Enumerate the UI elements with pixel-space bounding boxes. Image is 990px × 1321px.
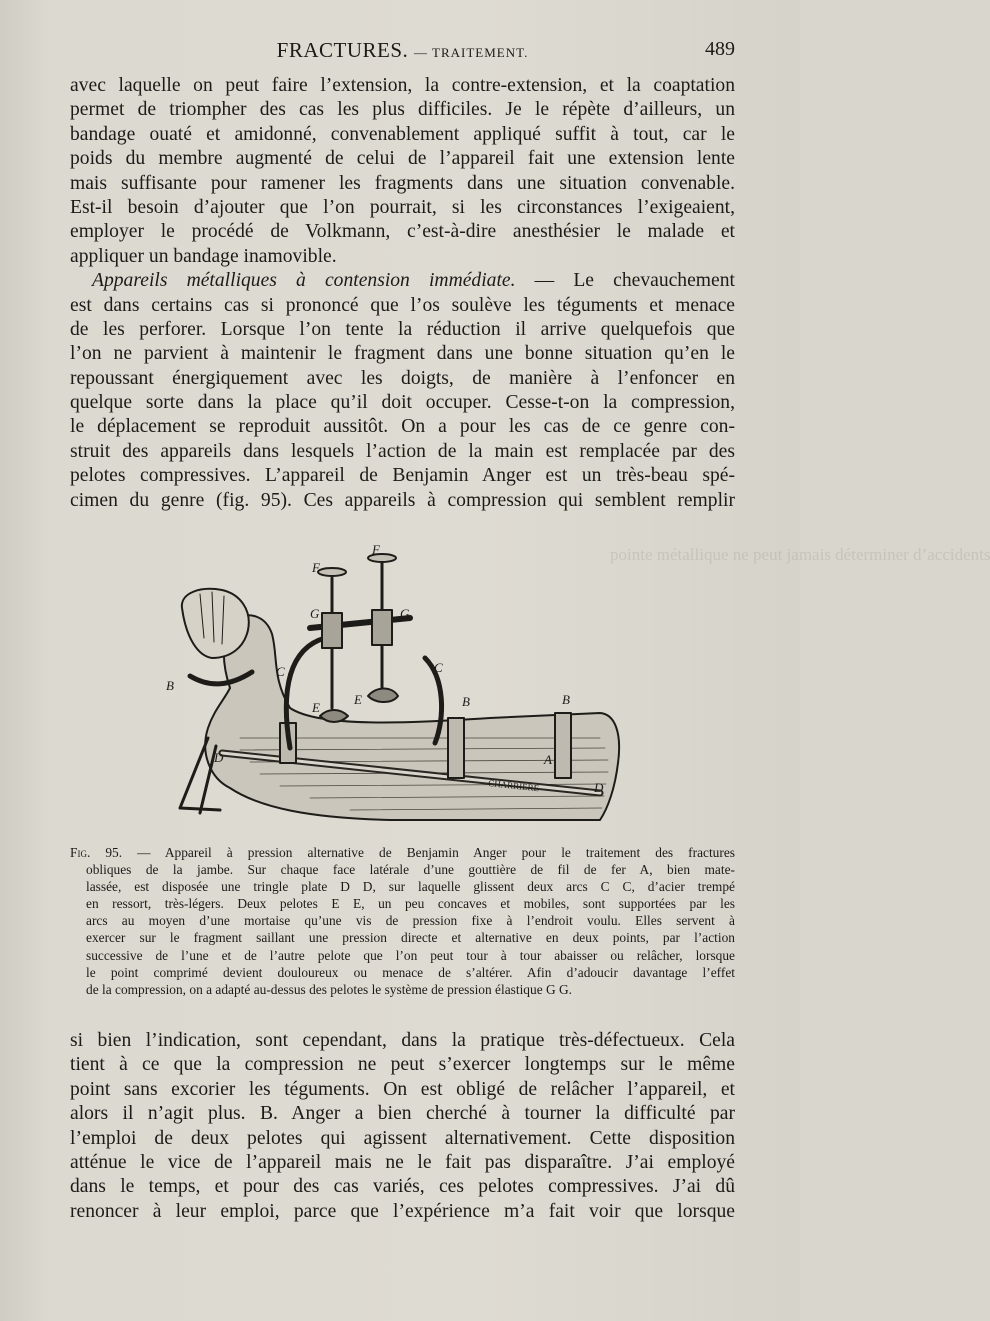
text-line: mais suffisante pour ramener les fragments dans une situation convenable. xyxy=(70,172,735,194)
text-line: repoussant énergiquement avec les doigts, de manière à l’enfoncer en xyxy=(70,367,735,389)
text-line: avec laquelle on peut faire l’extension, la contre-extension, et la coaptation xyxy=(70,75,735,96)
label-b: B xyxy=(462,694,470,709)
spring-g-right xyxy=(372,610,392,645)
figure-label: Fig. 95. xyxy=(70,845,123,860)
label-a: A xyxy=(544,752,552,767)
text-line: renoncer à leur emploi, parce que l’expérience m’a fait voir que lorsque xyxy=(70,1200,735,1222)
text-line: de les perforer. Lorsque l’on tente la réduction il arrive quelquefois que xyxy=(70,318,735,340)
caption-line: arcs au moyen d’une mortaise qu’une vis de pression fixe à l’endroit voulu. Elles servent à xyxy=(86,913,735,929)
caption-line: successive de l’une et de l’autre pelote que l’on peut tour à tour abaisser ou relâcher, lorsque xyxy=(86,947,735,963)
label-d: D xyxy=(594,780,604,795)
leg-strap xyxy=(448,718,464,778)
label-g: G xyxy=(400,606,410,621)
show-through: pointe métallique ne peut jamais déterminer d’accidents xyxy=(610,545,990,564)
text-line: l’emploi de deux pelotes qui agissent alternativement. Cette disposition xyxy=(70,1127,735,1149)
pelote-e-left xyxy=(320,710,348,722)
caption-line: le point comprimé devient douloureux ou menace de s’altérer. Afin d’adoucir davantage l’effet xyxy=(86,964,735,980)
running-title-main: FRACTURES. xyxy=(276,38,409,62)
caption-line: lassée, est disposée une tringle plate D D, sur laquelle glissent deux arcs C C, d’acier trempé xyxy=(86,879,735,895)
text-line: employer le procédé de Volkmann, c’est-à-dire anesthésier le malade et xyxy=(70,221,735,243)
text-line: bandage ouaté et amidonné, convenablement appliqué suffit à tout, car le xyxy=(70,123,735,145)
splint-engraving xyxy=(160,538,650,838)
figure-caption xyxy=(70,844,735,998)
label-d: D xyxy=(214,750,224,765)
text-line: alors il n’agit plus. B. Anger a bien cherché à tourner la difficulté par xyxy=(70,1103,735,1125)
maker-mark: CHARRIERE xyxy=(487,778,540,794)
label-c: C xyxy=(434,660,443,675)
running-title-sub: — TRAITEMENT. xyxy=(414,45,529,60)
pelote-e-right xyxy=(368,689,398,703)
text-line: appliquer un bandage inamovible. xyxy=(70,245,337,267)
caption-line: exercer sur le fragment saillant une pression directe et alternative en deux points, par l’action xyxy=(86,930,735,946)
text-line: cimen du genre (fig. 95). Ces appareils à compression qui semblent remplir xyxy=(70,489,735,511)
text-line: struit des appareils dans lesquels l’action de la main est remplacée par des xyxy=(70,440,735,462)
caption-line: de la compression, on a adapté au-dessus des pelotes le système de pression élastique G G. xyxy=(86,981,573,997)
text-line: dans le temps, et pour des cas variés, ces pelotes compressives. J’ai dû xyxy=(70,1176,735,1198)
text-line: tient à ce que la compression ne peut s’exercer longtemps sur le même xyxy=(70,1054,735,1076)
foot xyxy=(182,589,249,658)
label-b: B xyxy=(562,692,570,707)
label-b: B xyxy=(166,678,174,693)
knob-f-left xyxy=(318,568,346,576)
caption-line: en ressort, très-légers. Deux pelotes E E, un peu concaves et mobiles, sont supportées par les xyxy=(86,896,735,912)
label-e: E xyxy=(354,692,362,707)
spring-g-left xyxy=(322,613,342,648)
label-f: F xyxy=(312,560,320,575)
section-line xyxy=(70,269,735,293)
paragraph-bottom xyxy=(70,1029,735,1224)
label-f: F xyxy=(372,542,380,557)
text-line: le déplacement se reproduit aussitôt. On a pour les cas de ce genre con- xyxy=(70,416,735,438)
running-header xyxy=(70,38,735,68)
label-e: E xyxy=(312,700,320,715)
text-line: atténue le vice de l’appareil mais ne le fait pas disparaître. J’ai employé xyxy=(70,1151,735,1173)
text-line: — Le chevauchement xyxy=(515,270,735,292)
paragraph-top xyxy=(70,74,735,513)
label-c: C xyxy=(276,664,285,679)
section-heading: Appareils métalliques à contension immédiate. xyxy=(92,270,516,292)
text-line: permet de triompher des cas les plus difficiles. Je le répète d’ailleurs, un xyxy=(70,99,735,121)
text-line: si bien l’indication, sont cependant, dans la pratique très-défectueux. Cela xyxy=(70,1030,735,1051)
label-g: G xyxy=(310,606,320,621)
text-line: Est-il besoin d’ajouter que l’on pourrait, si les circonstances l’exigeaient, xyxy=(70,196,735,218)
text-line: quelque sorte dans la place qu’il doit occuper. Cesse-t-on la compression, xyxy=(70,392,735,414)
caption-line: obliques de la jambe. Sur chaque face latérale d’une gouttière de fil de fer A, bien mate- xyxy=(86,862,735,878)
leg-strap xyxy=(555,713,571,778)
caption-line xyxy=(70,844,735,861)
text-line: pelotes compressives. L’appareil de Benjamin Anger est un très-beau spé- xyxy=(70,465,735,487)
page-number: 489 xyxy=(705,38,735,60)
text-line: point sans excorier les téguments. On est obligé de relâcher l’appareil, et xyxy=(70,1078,735,1100)
caption-text: — Appareil à pression alternative de Benjamin Anger pour le traitement des fractures xyxy=(122,845,735,860)
text-line: l’on ne parvient à maintenir le fragment dans une bonne situation qu’en le xyxy=(70,343,735,365)
text-line: poids du membre augmenté de celui de l’appareil fait une extension lente xyxy=(70,148,735,170)
running-title xyxy=(70,38,735,63)
text-line: est dans certains cas si prononcé que l’os soulève les téguments et menace xyxy=(70,294,735,316)
